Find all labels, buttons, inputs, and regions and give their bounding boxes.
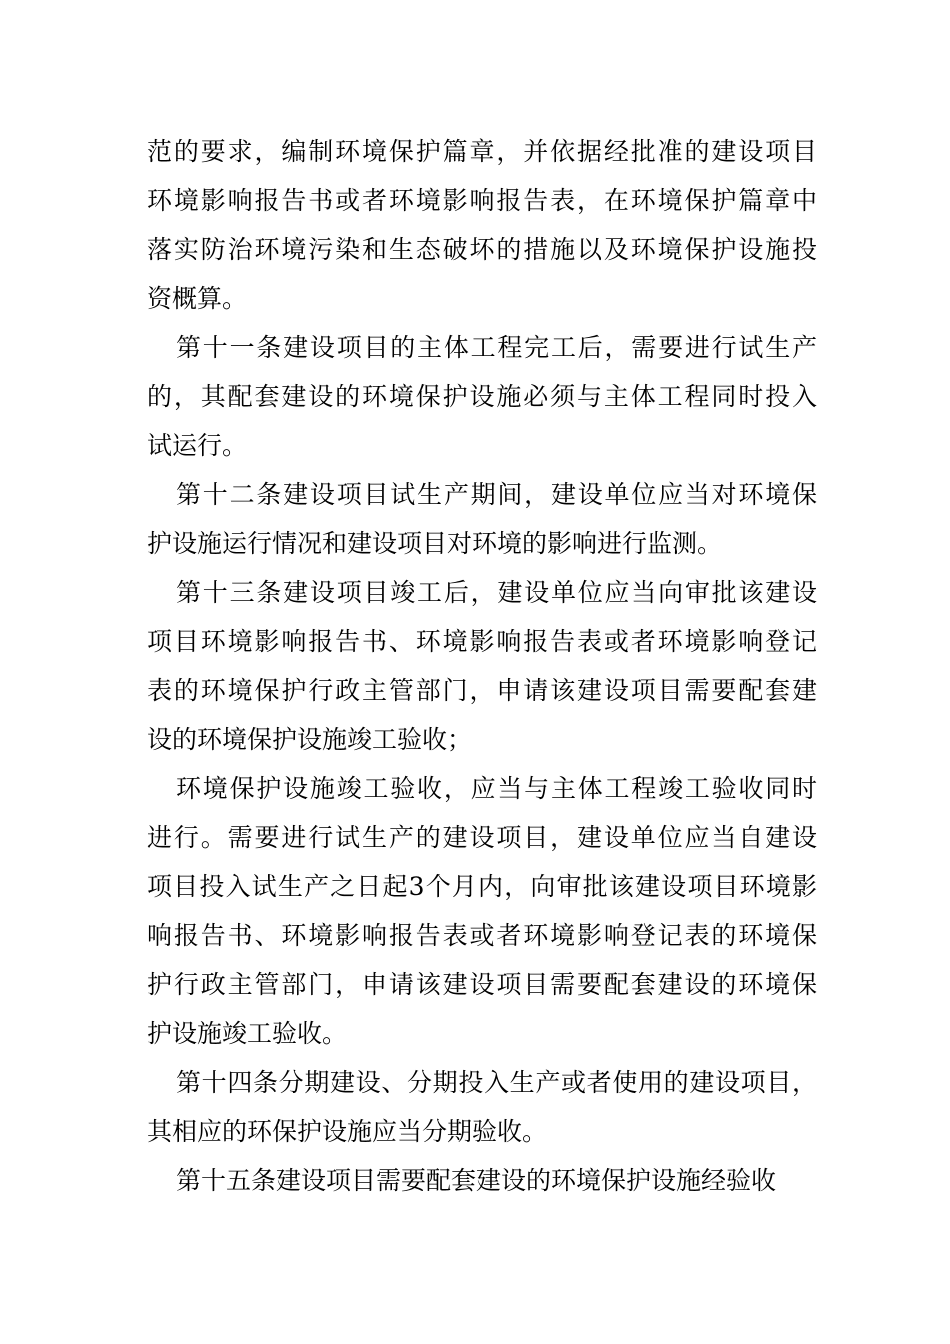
text-line: 范的要求，编制环境保护篇章，并依据经批准的建设项目 (147, 137, 817, 166)
paragraph (147, 568, 817, 764)
document-body (147, 127, 817, 1205)
text-line: 第十三条建设项目竣工后，建设单位应当向审批该建设 (176, 578, 817, 607)
text-line: 护设施运行情况和建设项目对环境的影响进行监测。 (147, 529, 723, 558)
text-line: 第十四条分期建设、分期投入生产或者使用的建设项目， (176, 1068, 817, 1097)
text-line: 落实防治环境污染和生态破坏的措施以及环境保护设施投 (147, 235, 817, 264)
text-line: 第十五条建设项目需要配套建设的环境保护设施经验收 (176, 1166, 777, 1195)
text-line: 设的环境保护设施竣工验收； (147, 725, 473, 754)
text-line: 的，其配套建设的环境保护设施必须与主体工程同时投入 (147, 382, 817, 411)
text-line: 其相应的环保护设施应当分期验收。 (147, 1117, 548, 1146)
paragraph (147, 127, 817, 323)
text-line: 第十二条建设项目试生产期间，建设单位应当对环境保 (176, 480, 817, 509)
paragraph (147, 1058, 817, 1156)
text-line: 护设施竣工验收。 (147, 1019, 348, 1048)
text-line: 环境保护设施竣工验收，应当与主体工程竣工验收同时 (176, 774, 817, 803)
text-line: 试运行。 (147, 431, 248, 460)
text-line: 护行政主管部门，申请该建设项目需要配套建设的环境保 (147, 970, 817, 999)
text-line: 资概算。 (147, 284, 248, 313)
text-line: 项目环境影响报告书、环境影响报告表或者环境影响登记 (147, 627, 817, 656)
text-line: 表的环境保护行政主管部门，申请该建设项目需要配套建 (147, 676, 817, 705)
text-line: 响报告书、环境影响报告表或者环境影响登记表的环境保 (147, 921, 817, 950)
text-line: 环境影响报告书或者环境影响报告表，在环境保护篇章中 (147, 186, 817, 215)
paragraph (147, 323, 817, 470)
paragraph (147, 470, 817, 568)
paragraph (147, 764, 817, 1058)
paragraph (147, 1156, 817, 1205)
text-line: 项目投入试生产之日起3个月内，向审批该建设项目环境影 (147, 872, 817, 901)
text-line: 进行。需要进行试生产的建设项目，建设单位应当自建设 (147, 823, 817, 852)
text-line: 第十一条建设项目的主体工程完工后，需要进行试生产 (176, 333, 817, 362)
